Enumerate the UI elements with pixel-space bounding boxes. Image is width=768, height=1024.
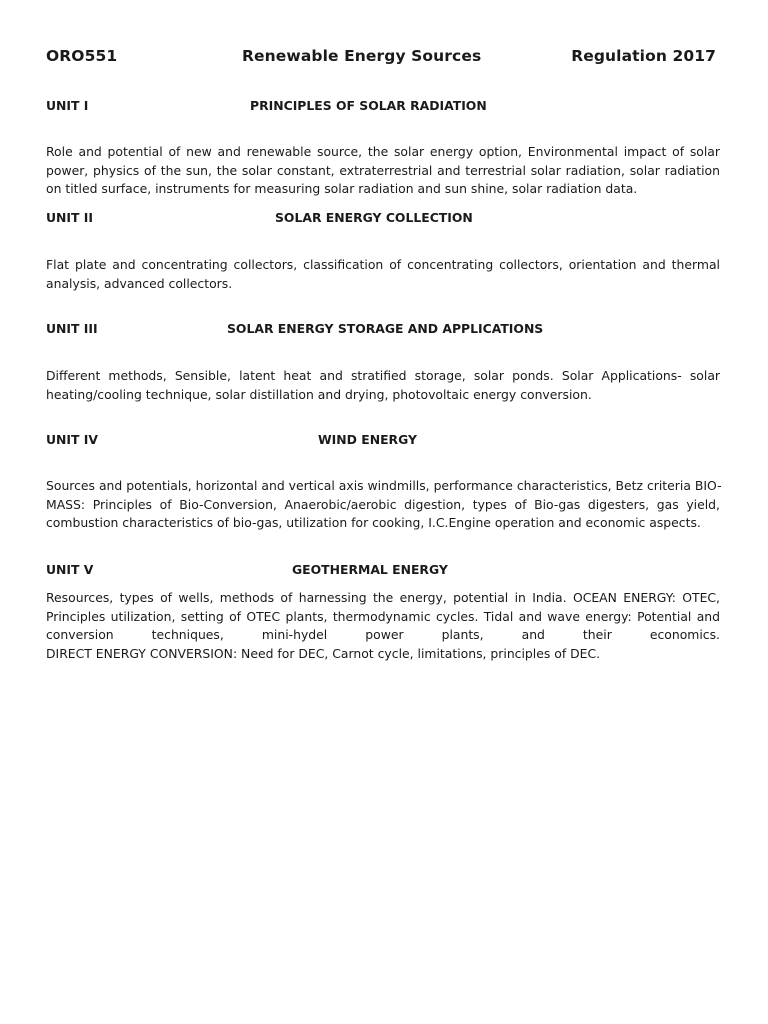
unit-5-line: conversion techniques, mini-hydel power plants, and their economics. bbox=[46, 627, 720, 643]
unit-3-title: SOLAR ENERGY STORAGE AND APPLICATIONS bbox=[227, 321, 544, 336]
unit-1-description bbox=[46, 143, 720, 199]
regulation-label: Regulation 2017 bbox=[571, 47, 716, 65]
unit-3-description bbox=[46, 367, 720, 404]
unit-3-line: heating/cooling technique, solar distillation and drying, photovoltaic energy conversion. bbox=[46, 386, 592, 402]
unit-4-label: UNIT IV bbox=[46, 432, 99, 447]
unit-2-label: UNIT II bbox=[46, 210, 94, 225]
unit-1-title: PRINCIPLES OF SOLAR RADIATION bbox=[250, 98, 487, 113]
unit-1-label: UNIT I bbox=[46, 98, 89, 113]
unit-1-line: on titled surface, instruments for measuring solar radiation and sun shine, solar radiation data. bbox=[46, 181, 638, 197]
unit-4-line: MASS: Principles of Bio-Conversion, Anaerobic/aerobic digestion, types of Bio-gas digesters, gas yield, bbox=[46, 496, 720, 512]
unit-5-line: DIRECT ENERGY CONVERSION: Need for DEC, Carnot cycle, limitations, principles of DEC. bbox=[46, 646, 601, 662]
unit-4-heading-row bbox=[46, 432, 720, 450]
unit-1-line: power, physics of the sun, the solar constant, extraterrestrial and terrestrial solar radiation, solar radiation bbox=[46, 162, 720, 178]
unit-2-title: SOLAR ENERGY COLLECTION bbox=[275, 210, 473, 225]
unit-3-heading-row bbox=[46, 321, 720, 339]
unit-2-description bbox=[46, 256, 720, 293]
course-title: Renewable Energy Sources bbox=[242, 47, 482, 65]
unit-5-heading-row bbox=[46, 562, 720, 580]
unit-1-heading-row bbox=[46, 98, 720, 116]
unit-5-label: UNIT V bbox=[46, 562, 94, 577]
unit-3-label: UNIT III bbox=[46, 321, 98, 336]
course-code: ORO551 bbox=[46, 47, 118, 65]
unit-4-title: WIND ENERGY bbox=[318, 432, 417, 447]
unit-2-line: analysis, advanced collectors. bbox=[46, 275, 233, 291]
document-header bbox=[46, 47, 720, 69]
unit-5-line: Resources, types of wells, methods of harnessing the energy, potential in India. OCEAN ENERGY: OTEC, bbox=[46, 590, 720, 605]
unit-2-line: Flat plate and concentrating collectors, classification of concentrating collectors, orientation and thermal bbox=[46, 257, 720, 272]
unit-1-line: Role and potential of new and renewable source, the solar energy option, Environmental impact of solar bbox=[46, 144, 720, 159]
unit-4-description bbox=[46, 477, 720, 533]
unit-4-line: combustion characteristics of bio-gas, utilization for cooking, I.C.Engine operation and economic aspects. bbox=[46, 515, 701, 531]
unit-5-title: GEOTHERMAL ENERGY bbox=[292, 562, 448, 577]
unit-5-description bbox=[46, 589, 720, 664]
unit-2-heading-row bbox=[46, 210, 720, 228]
unit-3-line: Different methods, Sensible, latent heat and stratified storage, solar ponds. Solar Applications- solar bbox=[46, 368, 720, 383]
unit-5-line: Principles utilization, setting of OTEC plants, thermodynamic cycles. Tidal and wave energy: Potential and bbox=[46, 608, 720, 624]
unit-4-line: Sources and potentials, horizontal and vertical axis windmills, performance characteristics, Betz criteria BIO- bbox=[46, 478, 722, 493]
